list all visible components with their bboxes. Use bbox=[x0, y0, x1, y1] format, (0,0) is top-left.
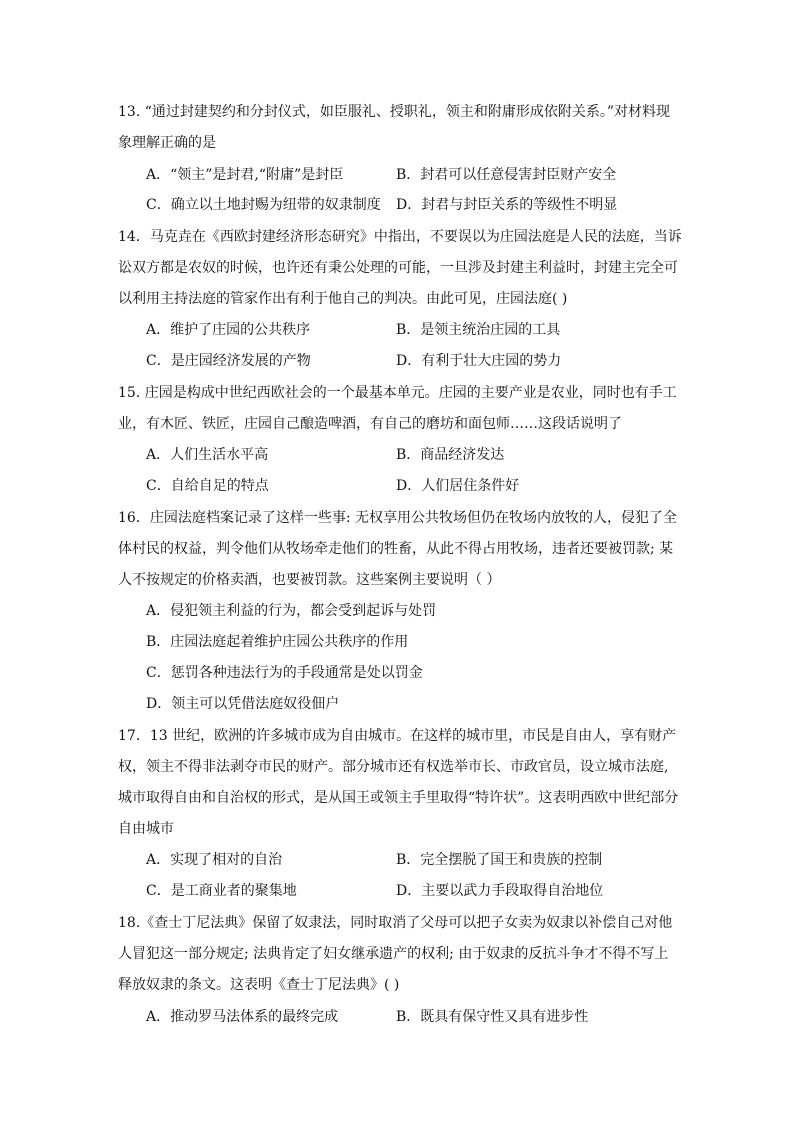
q13-option-d: D．封君与封臣关系的等级性不明显 bbox=[396, 197, 618, 213]
q18-option-b: B．既具有保守性又具有进步性 bbox=[396, 1009, 589, 1025]
q18-stem-line-1: 18.《查士丁尼法典》保留了奴隶法，同时取消了父母可以把子女卖为奴隶以补偿自己对他 bbox=[118, 915, 673, 931]
q13-stem-line-1: 13. “通过封建契约和分封仪式，如臣服礼、授职礼，领主和附庸形成依附关系。”对材料现 bbox=[118, 104, 671, 120]
q17-option-b: B．完全摆脱了国王和贵族的控制 bbox=[396, 852, 603, 868]
q16-stem-line-3: 人不按规定的价格卖酒，也要被罚款。这些案例主要说明（ ） bbox=[118, 572, 501, 588]
q15-option-a: A．人们生活水平高 bbox=[146, 447, 269, 463]
q17-stem-line-4: 自由城市 bbox=[118, 821, 174, 837]
q14-option-a: A．维护了庄园的公共秩序 bbox=[146, 322, 311, 338]
q15-option-c: C．自给自足的特点 bbox=[146, 478, 269, 494]
q18-stem-line-2: 人冒犯这一部分规定; 法典肯定了妇女继承遗产的权利; 由于奴隶的反抗斗争才不得不写上 bbox=[118, 946, 669, 962]
q15-stem-line-1: 15. 庄园是构成中世纪西欧社会的一个最基本单元。庄园的主要产业是农业，同时也有手工 bbox=[118, 385, 677, 401]
q16-stem-line-1: 16．庄园法庭档案记录了这样一些事: 无权享用公共牧场但仍在牧场内放牧的人，侵犯了全 bbox=[118, 510, 677, 526]
q17-stem-line-2: 权，领主不得非法剥夺市民的财产。部分城市还有权选举市长、市政官员，设立城市法庭, bbox=[118, 759, 669, 775]
q16-option-b: B．庄园法庭起着维护庄园公共秩序的作用 bbox=[146, 634, 409, 650]
q18-option-a: A．推动罗马法体系的最终完成 bbox=[146, 1009, 339, 1025]
q15-option-d: D．人们居住条件好 bbox=[396, 478, 520, 494]
q17-stem-line-3: 城市取得自由和自治权的形式，是从国王或领主手里取得“特许状”。这表明西欧中世纪部分 bbox=[118, 790, 679, 806]
q13-option-c: C．确立以土地封赐为纽带的奴隶制度 bbox=[146, 197, 381, 213]
q17-option-d: D．主要以武力手段取得自治地位 bbox=[396, 883, 604, 899]
q13-option-b: B．封君可以任意侵害封臣财产安全 bbox=[396, 167, 617, 183]
q14-stem-line-1: 14．马克垚在《西欧封建经济形态研究》中指出，不要误以为庄园法庭是人民的法庭，当诉 bbox=[118, 229, 682, 245]
q17-stem-line-1: 17．13 世纪，欧洲的许多城市成为自由城市。在这样的城市里，市民是自由人，享有财产 bbox=[118, 728, 677, 744]
q15-stem-line-2: 业，有木匠、铁匠，庄园自己酿造啤酒，有自己的磨坊和面包师……这段话说明了 bbox=[118, 416, 622, 432]
q14-option-c: C．是庄园经济发展的产物 bbox=[146, 353, 311, 369]
q16-option-a: A．侵犯领主利益的行为，都会受到起诉与处罚 bbox=[146, 603, 437, 619]
q14-option-d: D．有利于壮大庄园的势力 bbox=[396, 353, 562, 369]
q15-option-b: B．商品经济发达 bbox=[396, 447, 505, 463]
q17-option-a: A．实现了相对的自治 bbox=[146, 852, 283, 868]
q14-stem-line-3: 以利用主持法庭的管家作出有利于他自己的判决。由此可见，庄园法庭( ) bbox=[118, 291, 568, 307]
q18-stem-line-3: 释放奴隶的条文。这表明《查士丁尼法典》( ) bbox=[118, 977, 400, 993]
q13-option-a: A．“领主”是封君,“附庸”是封臣 bbox=[146, 167, 344, 183]
q14-stem-line-2: 讼双方都是农奴的时候，也许还有秉公处理的可能，一旦涉及封建主利益时，封建主完全可 bbox=[118, 260, 678, 276]
q16-option-d: D．领主可以凭借法庭奴役佃户 bbox=[146, 696, 340, 712]
q16-option-c: C．惩罚各种违法行为的手段通常是处以罚金 bbox=[146, 665, 423, 681]
q16-stem-line-2: 体村民的权益，判令他们从牧场牵走他们的牲畜，从此不得占用牧场，违者还要被罚款; 某 bbox=[118, 541, 674, 557]
q13-stem-line-2: 象理解正确的是 bbox=[118, 135, 216, 151]
q14-option-b: B．是领主统治庄园的工具 bbox=[396, 322, 561, 338]
q17-option-c: C．是工商业者的聚集地 bbox=[146, 883, 297, 899]
